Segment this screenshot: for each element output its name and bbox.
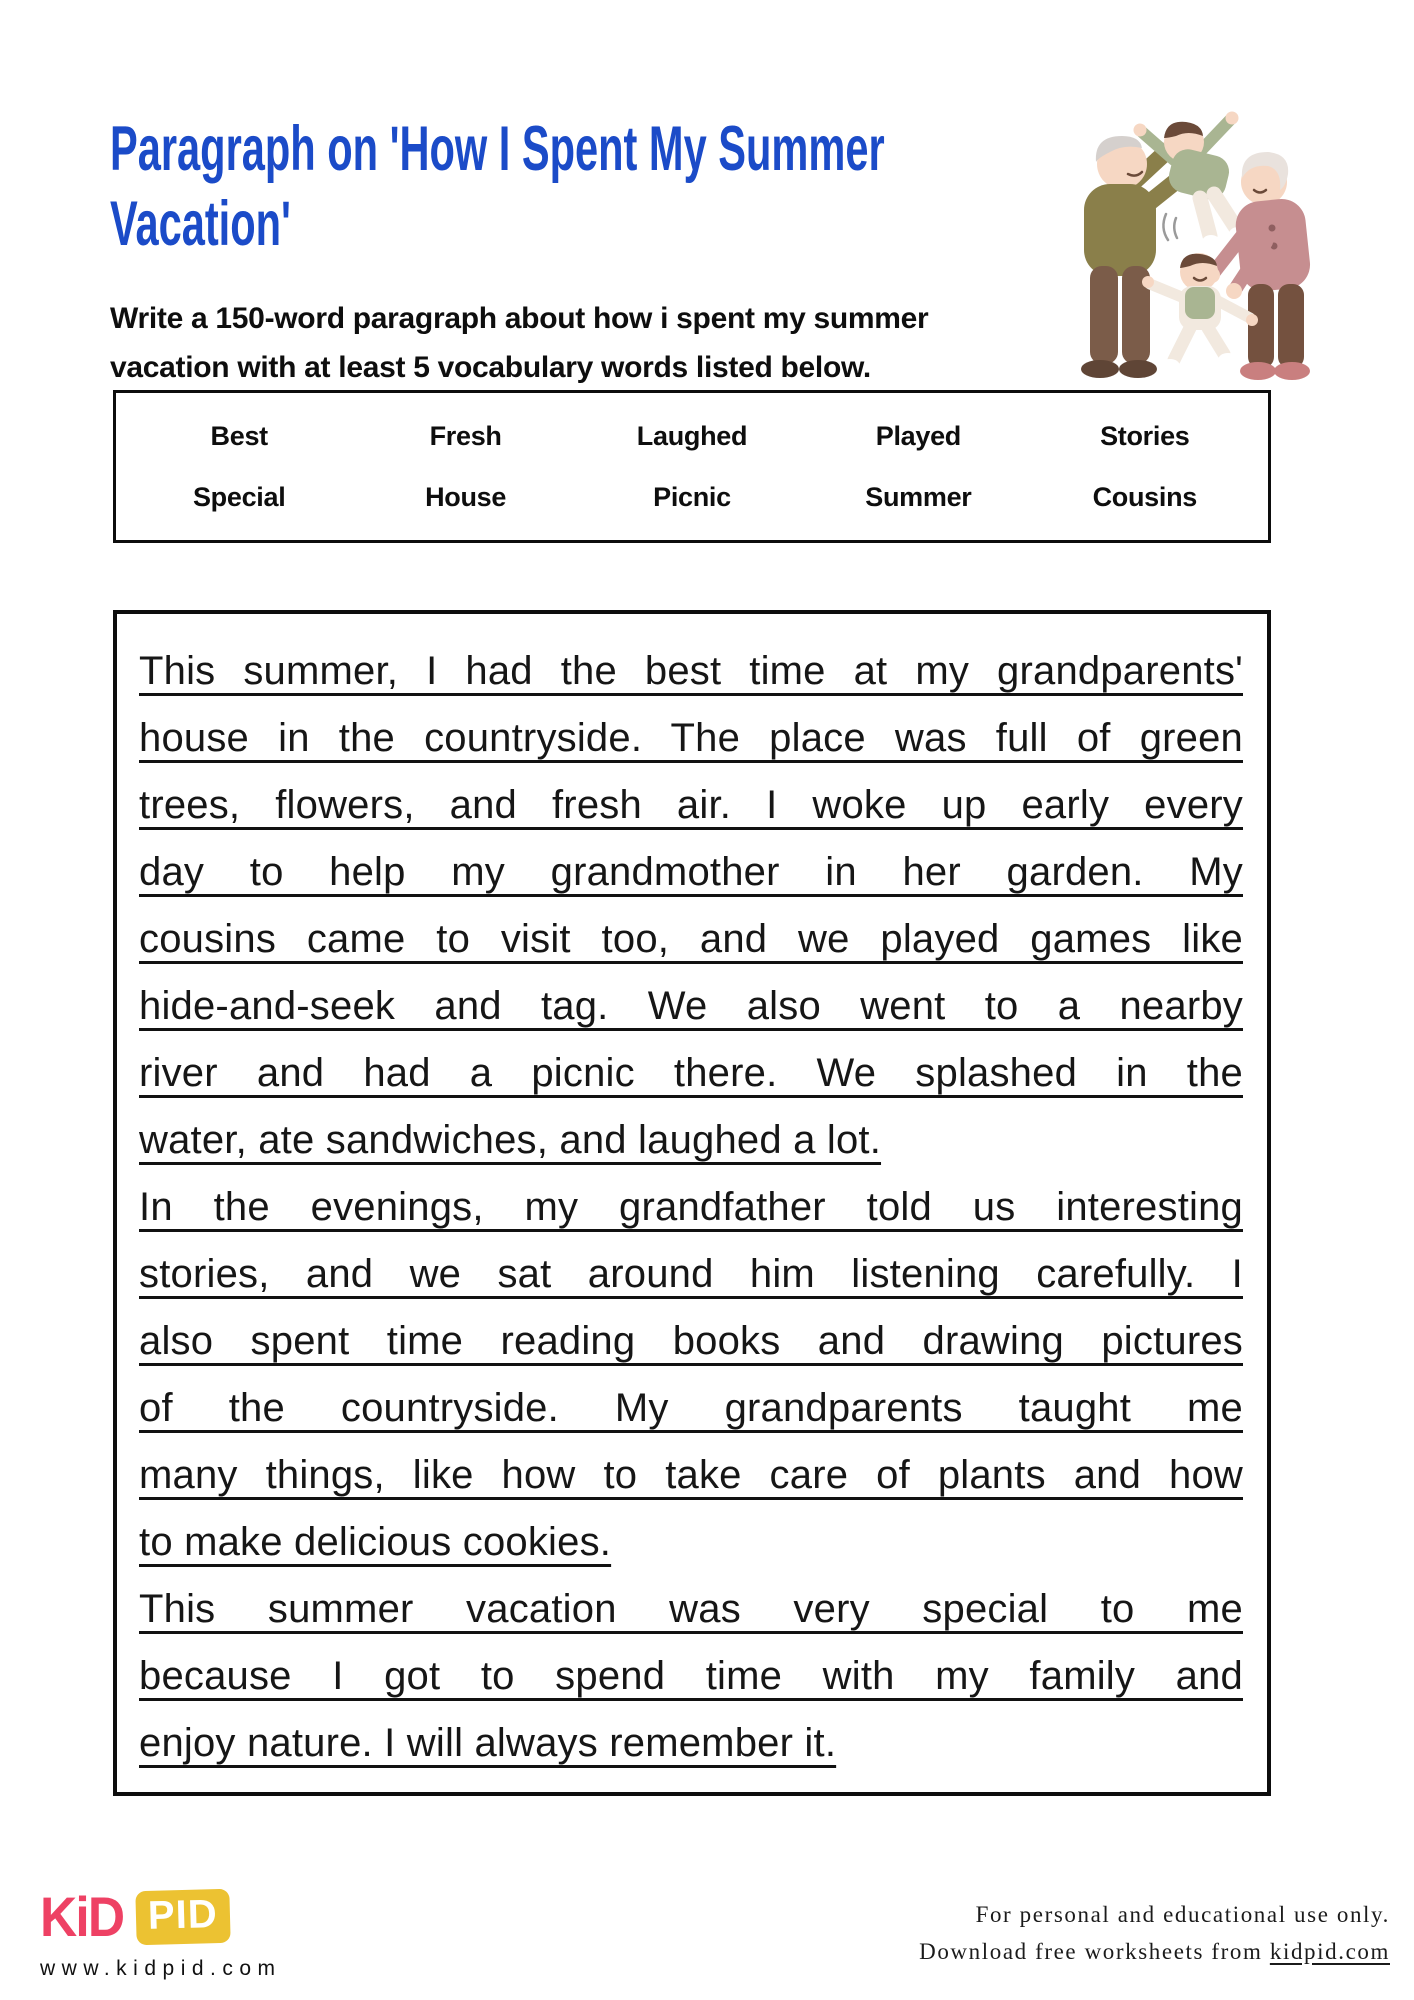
vocab-word: Laughed [636,420,748,451]
essay-line: In the evenings, my grandfather told us interesting [139,1185,1243,1229]
essay-line: stories, and we sat around him listening carefully. I [139,1252,1243,1296]
instructions-text: Write a 150-word paragraph about how i spent my summer vacation with at least 5 vocabulary words listed below. [110,302,929,384]
vocab-word: Stories [1100,420,1190,451]
vocab-word: Special [192,481,286,512]
page-title-line1: Paragraph on 'How I Spent My Summer [110,114,885,184]
kidpid-logo [40,1884,282,1981]
vocab-word: Played [875,420,962,451]
essay-line: This summer, I had the best time at my grandparents' [139,649,1243,693]
essay-line: many things, like how to take care of plants and how [139,1453,1243,1497]
essay-line: to make delicious cookies. [139,1520,612,1564]
logo-kid-text: KiD [40,1885,124,1948]
vocab-word: Summer [865,481,972,512]
vocab-word: Picnic [653,481,731,512]
kidpid-link[interactable]: kidpid.com [1269,1939,1390,1964]
vocab-word: Fresh [429,420,502,451]
essay-line: hide-and-seek and tag. We also went to a nearby [139,984,1243,1028]
usage-note-line2 [919,1933,1390,1970]
vocab-word: Cousins [1092,481,1197,512]
usage-note-line1: For personal and educational use only. [975,1902,1390,1927]
essay-line: day to help my grandmother in her garden. My [139,850,1243,894]
vocab-word: Best [210,420,268,451]
essay-line: This summer vacation was very special to me [139,1587,1243,1631]
website-url: www.kidpid.com [40,1957,282,1980]
logo-pid-badge: PID [136,1888,231,1944]
family-illustration [1048,86,1328,381]
essay-line: water, ate sandwiches, and laughed a lot. [139,1118,882,1162]
essay-line: river and had a picnic there. We splashed in the [139,1051,1243,1095]
usage-note [919,1896,1390,1970]
vocab-word: House [425,481,507,512]
essay-line: of the countryside. My grandparents taught me [139,1386,1243,1430]
essay-line: also spent time reading books and drawing pictures [139,1319,1243,1363]
page-title-line2: Vacation' [110,189,291,259]
essay-line: trees, flowers, and fresh air. I woke up early every [139,783,1243,827]
essay-line: enjoy nature. I will always remember it. [139,1721,837,1765]
usage-note-line2-prefix: Download free worksheets from [919,1939,1270,1964]
essay-line: cousins came to visit too, and we played games like [139,917,1243,961]
essay-box [113,610,1271,1796]
essay-line: because I got to spend time with my family and [139,1654,1243,1698]
vocabulary-box [113,390,1271,543]
essay-line: house in the countryside. The place was full of green [139,716,1243,760]
